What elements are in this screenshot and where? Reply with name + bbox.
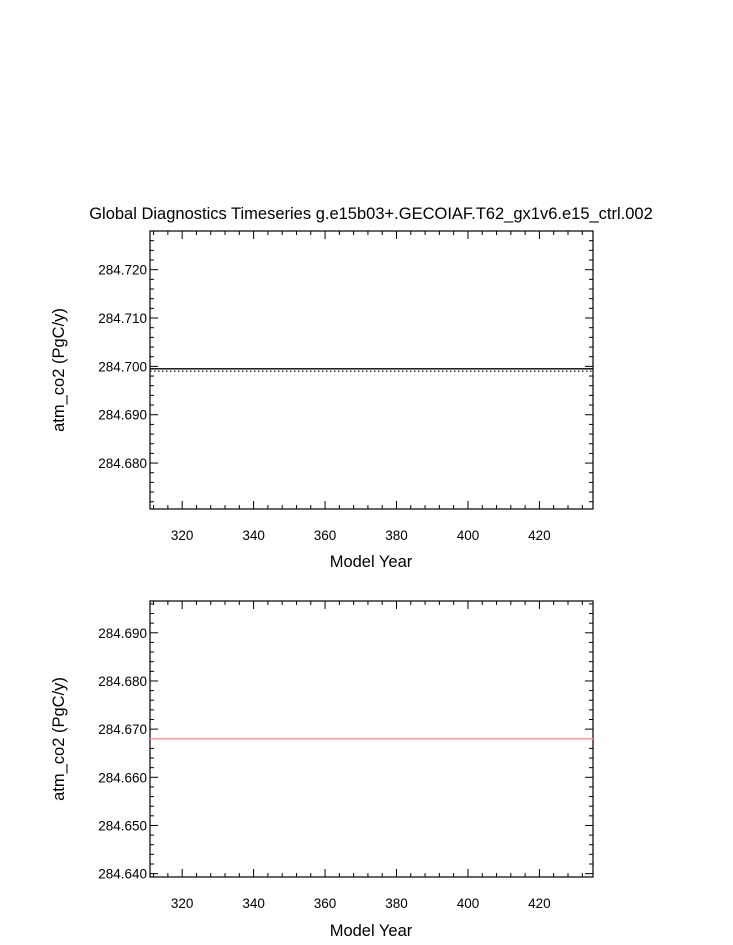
tick-labels-bottom [98,626,550,911]
x-tick-label: 360 [313,896,337,911]
y-tick-label: 284.680 [98,673,147,689]
y-tick-label: 284.680 [98,456,147,472]
x-axis-label-top: Model Year [329,553,413,571]
panel-top [50,231,593,571]
y-tick-label: 284.640 [98,866,147,882]
y-tick-label: 284.700 [98,359,147,375]
y-tick-label: 284.690 [98,625,147,641]
tick-labels-top [98,263,550,543]
ticks-top [150,231,593,509]
x-tick-label: 320 [170,896,194,911]
x-tick-label: 360 [313,528,337,543]
y-tick-label: 284.670 [98,722,147,738]
x-axis-label-bottom: Model Year [329,922,413,940]
chart-title: Global Diagnostics Timeseries g.e15b03+.GECOIAF.T62_gx1v6.e15_ctrl.002 [89,205,653,223]
x-tick-label: 420 [528,528,551,543]
y-axis-label-top: atm_co2 (PgC/y) [50,308,68,432]
y-tick-label: 284.660 [98,770,147,786]
y-tick-label: 284.690 [98,407,147,423]
y-axis-label-bottom: atm_co2 (PgC/y) [50,677,68,801]
y-tick-label: 284.710 [98,311,147,327]
x-tick-label: 380 [385,896,408,911]
x-tick-label: 320 [170,528,194,543]
x-tick-label: 420 [528,896,551,911]
x-tick-label: 400 [456,528,480,543]
series-top [150,369,593,371]
panel-bottom [50,601,593,940]
plot-frame-top [150,231,593,509]
y-tick-label: 284.720 [98,262,147,278]
x-tick-label: 340 [242,896,265,911]
y-tick-label: 284.650 [98,818,147,834]
x-tick-label: 400 [456,896,480,911]
x-tick-label: 380 [385,528,408,543]
x-tick-label: 340 [242,528,265,543]
